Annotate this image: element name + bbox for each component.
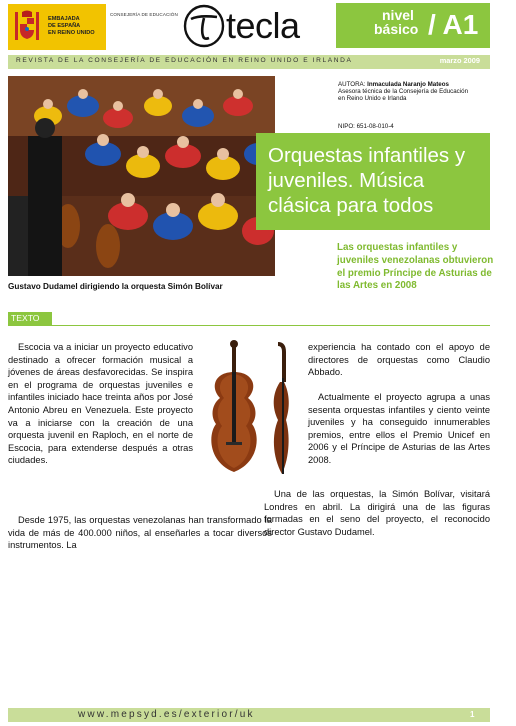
spain-crest-icon [12,10,42,44]
embassy-line: EN REINO UNIDO [48,30,95,36]
issue-date: marzo 2009 [439,56,480,65]
embassy-name [48,16,95,37]
section-divider [8,325,490,326]
body-paragraph: experiencia ha contado con el apoyo de directores de orquestas como Claudio Abbado. [308,342,490,378]
article-subheading: Las orquestas infantiles y juveniles venezolanas obtuvieron el premio Príncipe de Asturias de las Artes en 2008 [337,242,494,292]
body-paragraph: Escocia va a iniciar un proyecto educativo destinado a ofrecer formación musical a jóvenes de áreas desfavorecidas. Se inspira en el programa de orquestas juveniles e infantiles iniciado hace treinta años por José Antonio Abreu en Venezuela. Este proyecto va a iniciarse con la creación de una orquesta juvenil en Raploch, en el norte de Escocia, para extenderse después a otras ciudades. [8,342,193,466]
photo-caption: Gustavo Dudamel dirigiendo la orquesta Simón Bolívar [8,282,223,291]
body-paragraph: Actualmente el proyecto agrupa a unas sesenta orquestas infantiles y ciento veinte juveniles y ha conseguido innumerables premios, entre ellos el Premio Unicef en 2006 y el Príncipe de Asturias de las Artes 2008. [308,392,490,465]
page-number: 1 [470,710,475,719]
footer-bar [8,708,490,722]
level-label: básico [374,21,419,37]
embassy-line: DE ESPAÑA [48,23,81,29]
footer-url-link[interactable]: www.mepsyd.es/exterior/uk [78,709,255,720]
tecla-logo-icon [182,4,226,48]
article-title-box [256,133,490,230]
author-role: Asesora técnica de la Consejería de Educación [338,88,469,95]
embassy-logo-block [8,4,106,50]
magazine-subtitle-bar [8,55,490,69]
body-paragraph: Una de las orquestas, la Simón Bolívar, visitará Londres en abril. La dirigirá una de las figuras formadas en el seno del proyecto, el reconocido director Gustavo Dudamel. [264,489,490,537]
magazine-logo-word: tecla [226,5,300,46]
magazine-subtitle: REVISTA DE LA CONSEJERÍA DE EDUCACIÓN EN REINO UNIDO E IRLANDA [16,57,353,64]
orchestra-photo [8,76,275,276]
author-name: Inmaculada Naranjo Mateos [367,81,449,88]
author-info [338,81,498,102]
level-badge [336,3,490,48]
author-label: AUTORA: [338,81,366,88]
article-title: Orquestas infantiles y juveniles. Música clásica para todos [268,144,466,217]
embassy-line: EMBAJADA [48,16,80,22]
violin-image [200,338,304,484]
author-role: en Reino Unido e Irlanda [338,95,407,102]
level-label: nivel [382,7,414,23]
nipo-code: NIPO: 651-08-010-4 [338,123,394,130]
consejeria-label: CONSEJERÍA DE EDUCACIÓN [110,12,178,17]
level-code: / A1 [428,9,479,40]
body-paragraph: Desde 1975, las orquestas venezolanas han transformado la vida de más de 400.000 niños, al enseñarles a tocar diversos instrumentos. La [8,515,272,551]
section-tag: TEXTO [8,312,52,325]
